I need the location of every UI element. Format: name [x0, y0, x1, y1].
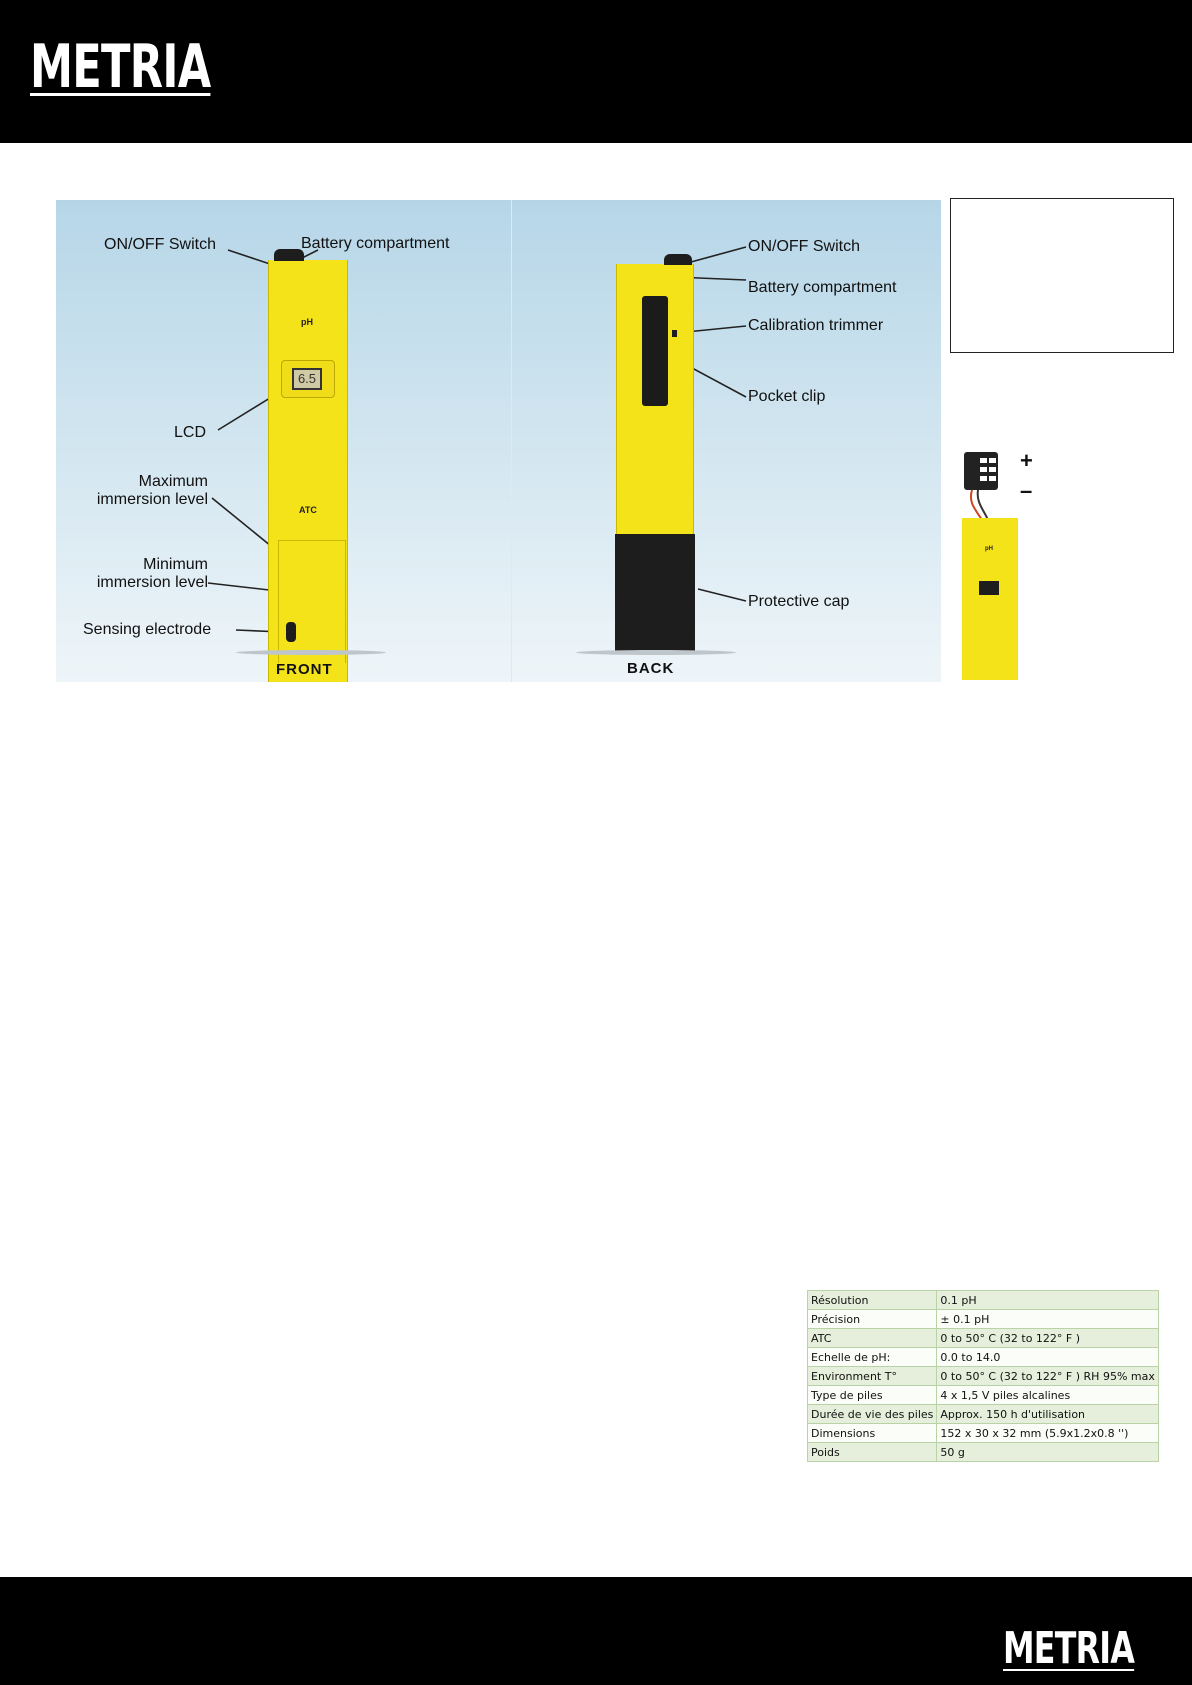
label-front-on-off-switch: ON/OFF Switch — [104, 236, 217, 253]
spec-key: Durée de vie des piles — [808, 1405, 937, 1424]
spec-table — [807, 1290, 1159, 1462]
spec-key: Environment T° — [808, 1367, 937, 1386]
spec-row — [808, 1367, 1159, 1386]
spec-key: Précision — [808, 1310, 937, 1329]
label-maximum-line1: Maximum — [138, 473, 208, 490]
spec-value: 0.0 to 14.0 — [937, 1348, 1158, 1367]
label-front-battery-compartment: Battery compartment — [301, 235, 450, 252]
front-lower-body — [278, 540, 346, 663]
spec-row — [808, 1291, 1159, 1310]
spec-row — [808, 1405, 1159, 1424]
spec-value: 152 x 30 x 32 mm (5.9x1.2x0.8 '') — [937, 1424, 1158, 1443]
spec-row — [808, 1443, 1159, 1462]
label-minimum-line2: immersion level — [96, 574, 208, 591]
front-switch — [274, 249, 304, 261]
spec-value: 0 to 50° C (32 to 122° F ) RH 95% max — [937, 1367, 1158, 1386]
label-minimum-line1: Minimum — [143, 556, 208, 573]
spec-row — [808, 1310, 1159, 1329]
spec-value: 0.1 pH — [937, 1291, 1158, 1310]
front-atc-label: ATC — [299, 505, 317, 515]
page-footer — [0, 1577, 1192, 1685]
mini-lcd — [979, 581, 999, 595]
spec-key: Echelle de pH: — [808, 1348, 937, 1367]
lcd-display: 6.5 — [292, 368, 322, 390]
caption-front: FRONT — [276, 661, 333, 678]
front-ph-label: pH — [301, 317, 313, 327]
label-sensing-electrode: Sensing electrode — [83, 621, 212, 638]
protective-cap — [615, 534, 695, 652]
mini-ph-label: pH — [985, 546, 993, 552]
spec-row — [808, 1424, 1159, 1443]
spec-key: Type de piles — [808, 1386, 937, 1405]
back-base-shadow — [576, 650, 736, 655]
spec-row — [808, 1348, 1159, 1367]
label-maximum-line2: immersion level — [96, 491, 208, 508]
label-minimum-immersion — [66, 556, 208, 592]
page-header — [0, 0, 1192, 143]
spec-key: Résolution — [808, 1291, 937, 1310]
calibration-trimmer — [672, 330, 677, 337]
spec-table-body — [808, 1291, 1159, 1462]
spec-key: Poids — [808, 1443, 937, 1462]
caption-back: BACK — [627, 660, 675, 677]
brand-logo: METRIA — [30, 32, 211, 102]
spec-value: Approx. 150 h d'utilisation — [937, 1405, 1158, 1424]
spec-key: Dimensions — [808, 1424, 937, 1443]
pocket-clip — [642, 296, 668, 406]
battery-minus-sign: – — [1020, 478, 1033, 503]
label-calibration-trimmer: Calibration trimmer — [748, 317, 884, 334]
blank-frame — [950, 198, 1174, 353]
label-lcd: LCD — [174, 424, 207, 441]
label-maximum-immersion — [66, 473, 208, 509]
spec-row — [808, 1386, 1159, 1405]
spec-value: 4 x 1,5 V piles alcalines — [937, 1386, 1158, 1405]
mini-pen-body — [962, 518, 1018, 680]
battery-insertion-inset — [958, 448, 1058, 680]
front-base-shadow — [236, 650, 386, 655]
spec-value: ± 0.1 pH — [937, 1310, 1158, 1329]
spec-value: 50 g — [937, 1443, 1158, 1462]
back-switch — [664, 254, 692, 265]
label-back-battery-compartment: Battery compartment — [748, 279, 897, 296]
spec-row — [808, 1329, 1159, 1348]
label-back-on-off-switch: ON/OFF Switch — [748, 238, 861, 255]
battery-wires — [958, 448, 1058, 528]
battery-plus-sign: + — [1020, 448, 1033, 473]
spec-value: 0 to 50° C (32 to 122° F ) — [937, 1329, 1158, 1348]
label-pocket-clip: Pocket clip — [748, 388, 826, 405]
footer-brand-logo: METRIA — [1003, 1623, 1135, 1674]
sensing-electrode-tip — [286, 622, 296, 642]
ph-meter-diagram — [56, 200, 941, 682]
label-protective-cap: Protective cap — [748, 593, 850, 610]
spec-key: ATC — [808, 1329, 937, 1348]
